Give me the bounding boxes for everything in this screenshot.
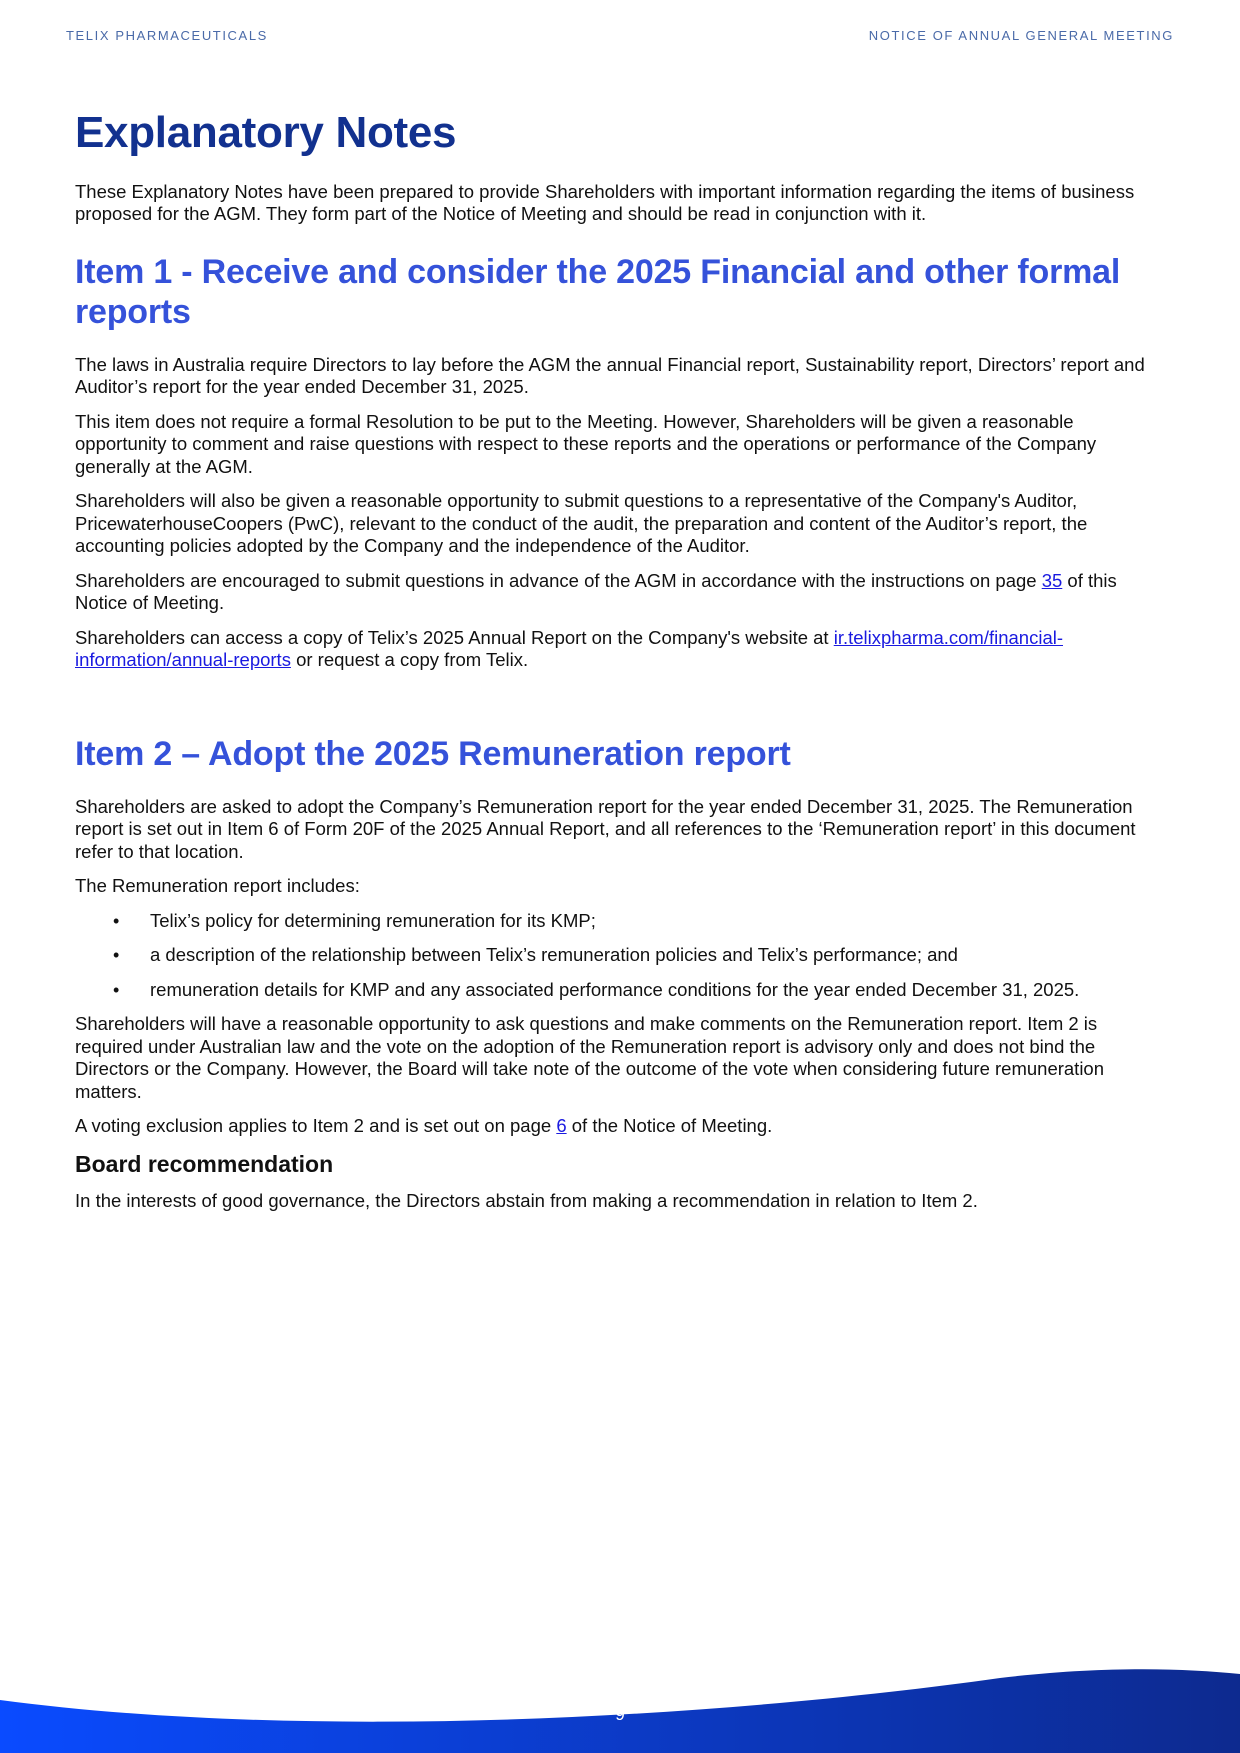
paragraph-text: Shareholders can access a copy of Telix’s 2025 Annual Report on the Company's website at bbox=[75, 626, 834, 648]
item-2-section bbox=[75, 734, 1167, 1213]
remuneration-report-list bbox=[75, 910, 1167, 1002]
annual-reports-link[interactable]: ir.telixpharma.com/financial-information/annual-reports bbox=[75, 626, 1063, 671]
page-35-link[interactable]: 35 bbox=[1041, 569, 1063, 591]
paragraph-text: or request a copy from Telix. bbox=[290, 649, 529, 671]
list-item bbox=[113, 944, 1167, 967]
item-1-heading: Item 1 - Receive and consider the 2025 Financial and other formal reports bbox=[75, 252, 1121, 331]
list-item bbox=[113, 979, 1167, 1002]
item-1-paragraph-2: This item does not require a formal Resolution to be put to the Meeting. However, Shareholders will be given a reasonable opportunity to comment and raise questions with respect to these reports and the operations or performance of the Company generally at the AGM. bbox=[75, 410, 1097, 477]
list-item-text: remuneration details for KMP and any associated performance conditions for the year ended December 31, 2025. bbox=[150, 978, 1080, 1000]
intro-paragraph: These Explanatory Notes have been prepared to provide Shareholders with important information regarding the items of business proposed for the AGM. They form part of the Notice of Meeting and should be read in conjunction with it. bbox=[75, 180, 1135, 225]
item-1-section bbox=[75, 252, 1167, 672]
page-title: Explanatory Notes bbox=[75, 108, 457, 157]
header-company-name: TELIX PHARMACEUTICALS bbox=[66, 28, 268, 43]
item-1-paragraph-1: The laws in Australia require Directors to lay before the AGM the annual Financial report, Sustainability report, Directors’ report and Auditor’s report for the year ended December 31, 2025. bbox=[75, 353, 1145, 398]
list-item bbox=[113, 910, 1167, 933]
running-header bbox=[0, 28, 1240, 48]
board-recommendation-text: In the interests of good governance, the Directors abstain from making a recommendation in relation to Item 2. bbox=[75, 1189, 978, 1211]
item-1-paragraph-5 bbox=[75, 627, 1167, 672]
item-1-paragraph-3: Shareholders will also be given a reasonable opportunity to submit questions to a representative of the Company's Auditor, PricewaterhouseCoopers (PwC), relevant to the conduct of the audit, the preparation and content of the Auditor’s report, the accounting policies adopted by the Company and the independence of the Auditor. bbox=[75, 490, 1088, 557]
page-number: 9 bbox=[615, 1705, 625, 1724]
paragraph-text: of the Notice of Meeting. bbox=[566, 1115, 773, 1137]
list-item-text: Telix’s policy for determining remuneration for its KMP; bbox=[150, 909, 596, 931]
item-1-paragraph-4 bbox=[75, 570, 1167, 615]
document-body bbox=[75, 108, 1167, 1224]
item-2-paragraph-2: The Remuneration report includes: bbox=[75, 875, 360, 897]
page-6-link[interactable]: 6 bbox=[556, 1115, 567, 1137]
bullet-icon: • bbox=[113, 910, 120, 931]
item-2-paragraph-3: Shareholders will have a reasonable opportunity to ask questions and make comments on the Remuneration report. Item 2 is required under Australian law and the vote on the adoption of the Remuneration report is advisory only and does not bind the Directors or the Company. However, the Board will take note of the outcome of the vote when considering future remuneration matters. bbox=[75, 1013, 1105, 1102]
item-2-heading: Item 2 – Adopt the 2025 Remuneration report bbox=[75, 734, 791, 773]
paragraph-text: Shareholders are encouraged to submit questions in advance of the AGM in accordance with the instructions on page bbox=[75, 569, 1042, 591]
paragraph-text: of this Notice of Meeting. bbox=[75, 569, 1117, 614]
board-recommendation-heading: Board recommendation bbox=[75, 1150, 334, 1177]
header-document-title: NOTICE OF ANNUAL GENERAL MEETING bbox=[868, 28, 1174, 43]
item-2-paragraph-4 bbox=[75, 1115, 1167, 1138]
bullet-icon: • bbox=[113, 945, 120, 966]
item-2-paragraph-1: Shareholders are asked to adopt the Company’s Remuneration report for the year ended December 31, 2025. The Remuneration report is set out in Item 6 of Form 20F of the 2025 Annual Report, and all references to the ‘Remuneration report’ in this document refer to that location. bbox=[75, 795, 1136, 862]
paragraph-text: A voting exclusion applies to Item 2 and is set out on page bbox=[75, 1115, 557, 1137]
list-item-text: a description of the relationship between Telix’s remuneration policies and Telix’s performance; and bbox=[150, 944, 958, 966]
bullet-icon: • bbox=[113, 979, 120, 1000]
